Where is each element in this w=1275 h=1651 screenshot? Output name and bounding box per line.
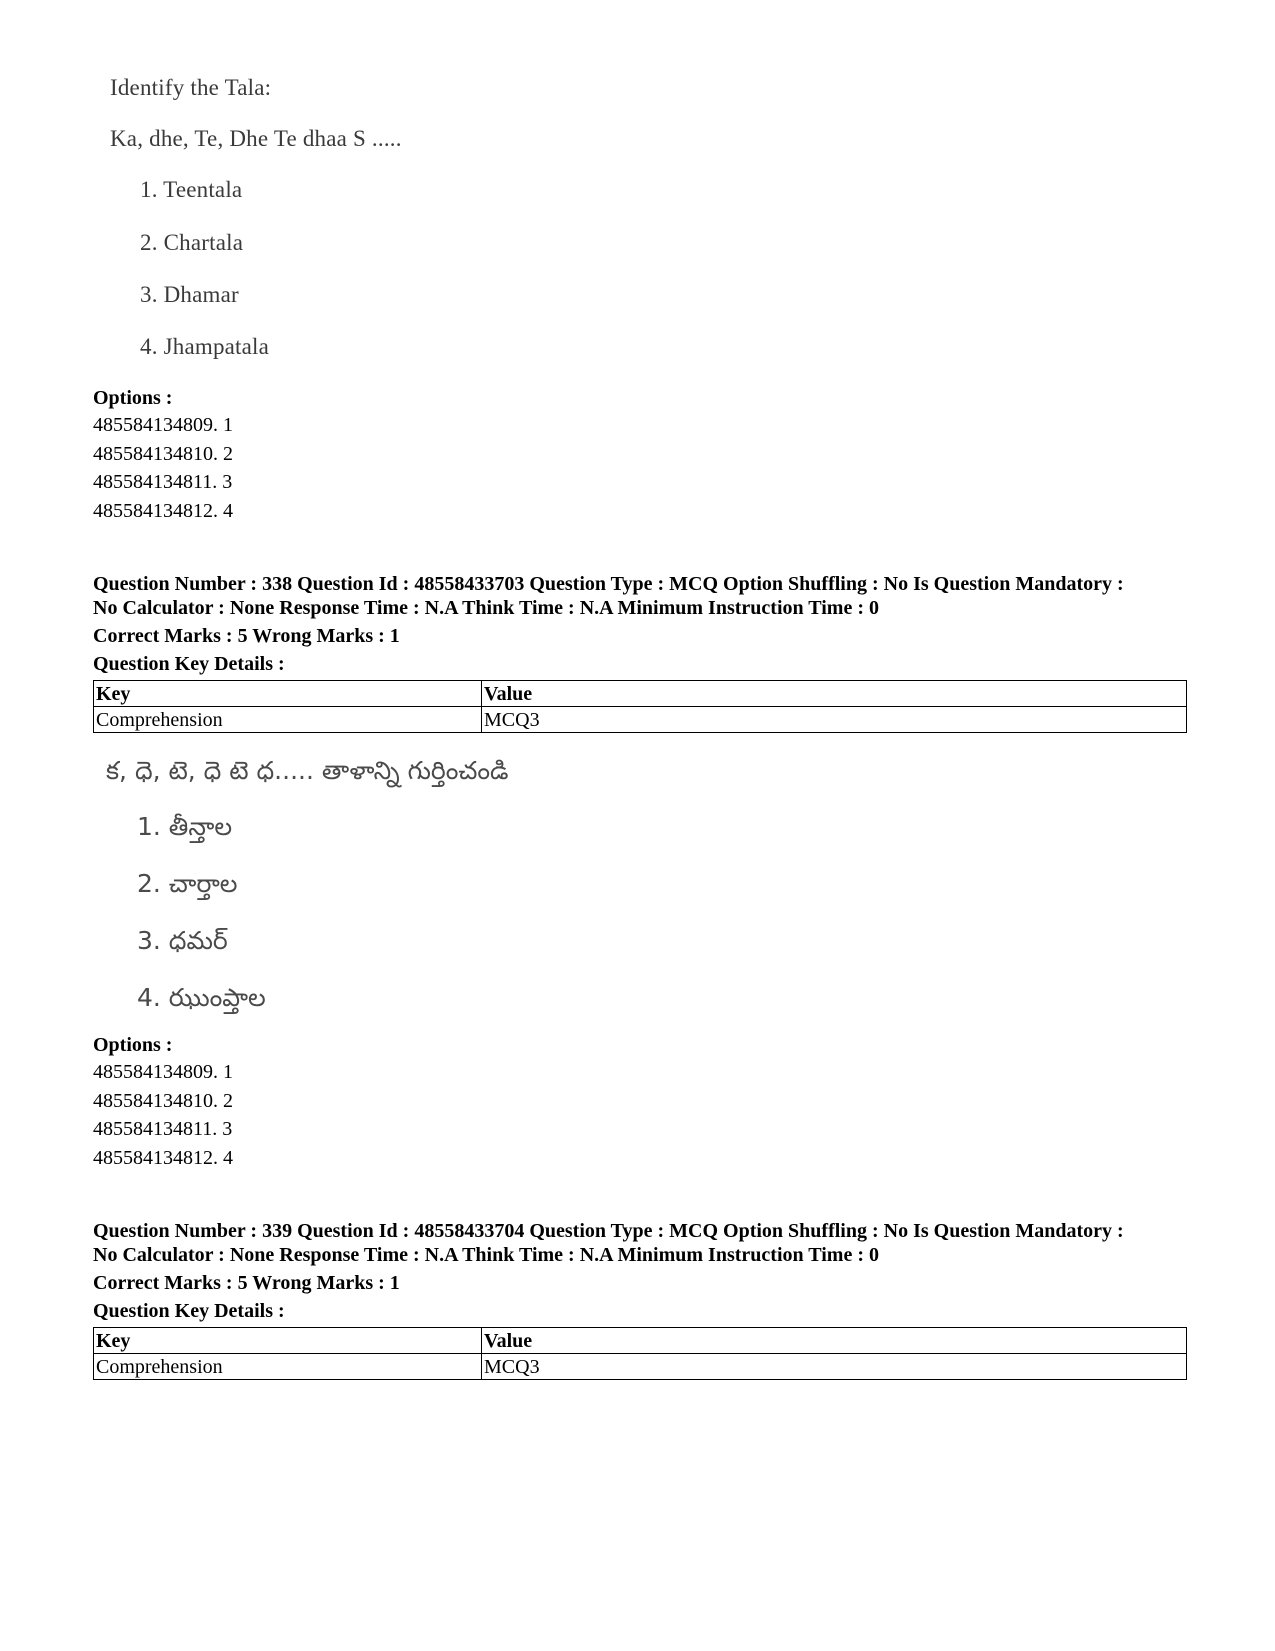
question-syllables: Ka, dhe, Te, Dhe Te dhaa S ..... xyxy=(110,126,402,151)
choice-item: 1. తీన్తాల xyxy=(137,812,233,841)
choice-item: 4. ఝుంప్తాల xyxy=(137,983,266,1012)
option-item: 485584134809. 1 xyxy=(93,1061,233,1083)
option-item: 485584134812. 4 xyxy=(93,499,233,522)
key-details-table xyxy=(93,680,1187,733)
question-meta-line1: Question Number : 339 Question Id : 48558433704 Question Type : MCQ Option Shuffling : No Is Question Mandatory : xyxy=(93,1220,1124,1242)
table-cell-value: MCQ3 xyxy=(482,1354,1187,1380)
choice-item: 2. Chartala xyxy=(140,230,244,255)
choice-item: 3. Dhamar xyxy=(140,282,239,307)
table-header-row xyxy=(94,1328,1187,1354)
option-item: 485584134810. 2 xyxy=(93,1089,233,1112)
options-label: Options : xyxy=(93,1034,173,1056)
table-header-row xyxy=(94,681,1187,707)
table-cell-key: Comprehension xyxy=(94,707,482,733)
options-label: Options : xyxy=(93,387,173,409)
question-prompt: Identify the Tala: xyxy=(110,75,272,100)
question-marks: Correct Marks : 5 Wrong Marks : 1 xyxy=(93,1272,400,1294)
choice-item: 3. ధమర్ xyxy=(137,926,228,955)
choice-item: 2. చార్తాల xyxy=(137,869,238,898)
question-marks: Correct Marks : 5 Wrong Marks : 1 xyxy=(93,625,400,647)
question-meta-line1: Question Number : 338 Question Id : 48558433703 Question Type : MCQ Option Shuffling : No Is Question Mandatory : xyxy=(93,573,1124,595)
options-list xyxy=(93,1058,233,1172)
table-header-key: Key xyxy=(94,1328,482,1354)
question-prompt-telugu: క, ధె, టె, ధె టె ధ..... తాళాన్ని గుర్తించండి xyxy=(106,756,509,785)
option-item: 485584134812. 4 xyxy=(93,1146,233,1169)
option-item: 485584134811. 3 xyxy=(93,471,233,493)
table-row xyxy=(94,707,1187,733)
question-key-details-label: Question Key Details : xyxy=(93,653,285,675)
table-header-key: Key xyxy=(94,681,482,707)
table-cell-key: Comprehension xyxy=(94,1354,482,1380)
question-meta-line2: No Calculator : None Response Time : N.A Think Time : N.A Minimum Instruction Time : 0 xyxy=(93,597,879,619)
choice-item: 1. Teentala xyxy=(140,177,243,202)
table-header-value: Value xyxy=(482,1328,1187,1354)
option-item: 485584134811. 3 xyxy=(93,1118,233,1140)
table-row xyxy=(94,1354,1187,1380)
key-details-table xyxy=(93,1327,1187,1380)
table-header-value: Value xyxy=(482,681,1187,707)
question-meta-line2: No Calculator : None Response Time : N.A Think Time : N.A Minimum Instruction Time : 0 xyxy=(93,1244,879,1266)
choice-item: 4. Jhampatala xyxy=(140,334,270,359)
question-key-details-label: Question Key Details : xyxy=(93,1300,285,1322)
option-item: 485584134810. 2 xyxy=(93,442,233,465)
option-item: 485584134809. 1 xyxy=(93,414,233,436)
table-cell-value: MCQ3 xyxy=(482,707,1187,733)
options-list xyxy=(93,411,233,525)
